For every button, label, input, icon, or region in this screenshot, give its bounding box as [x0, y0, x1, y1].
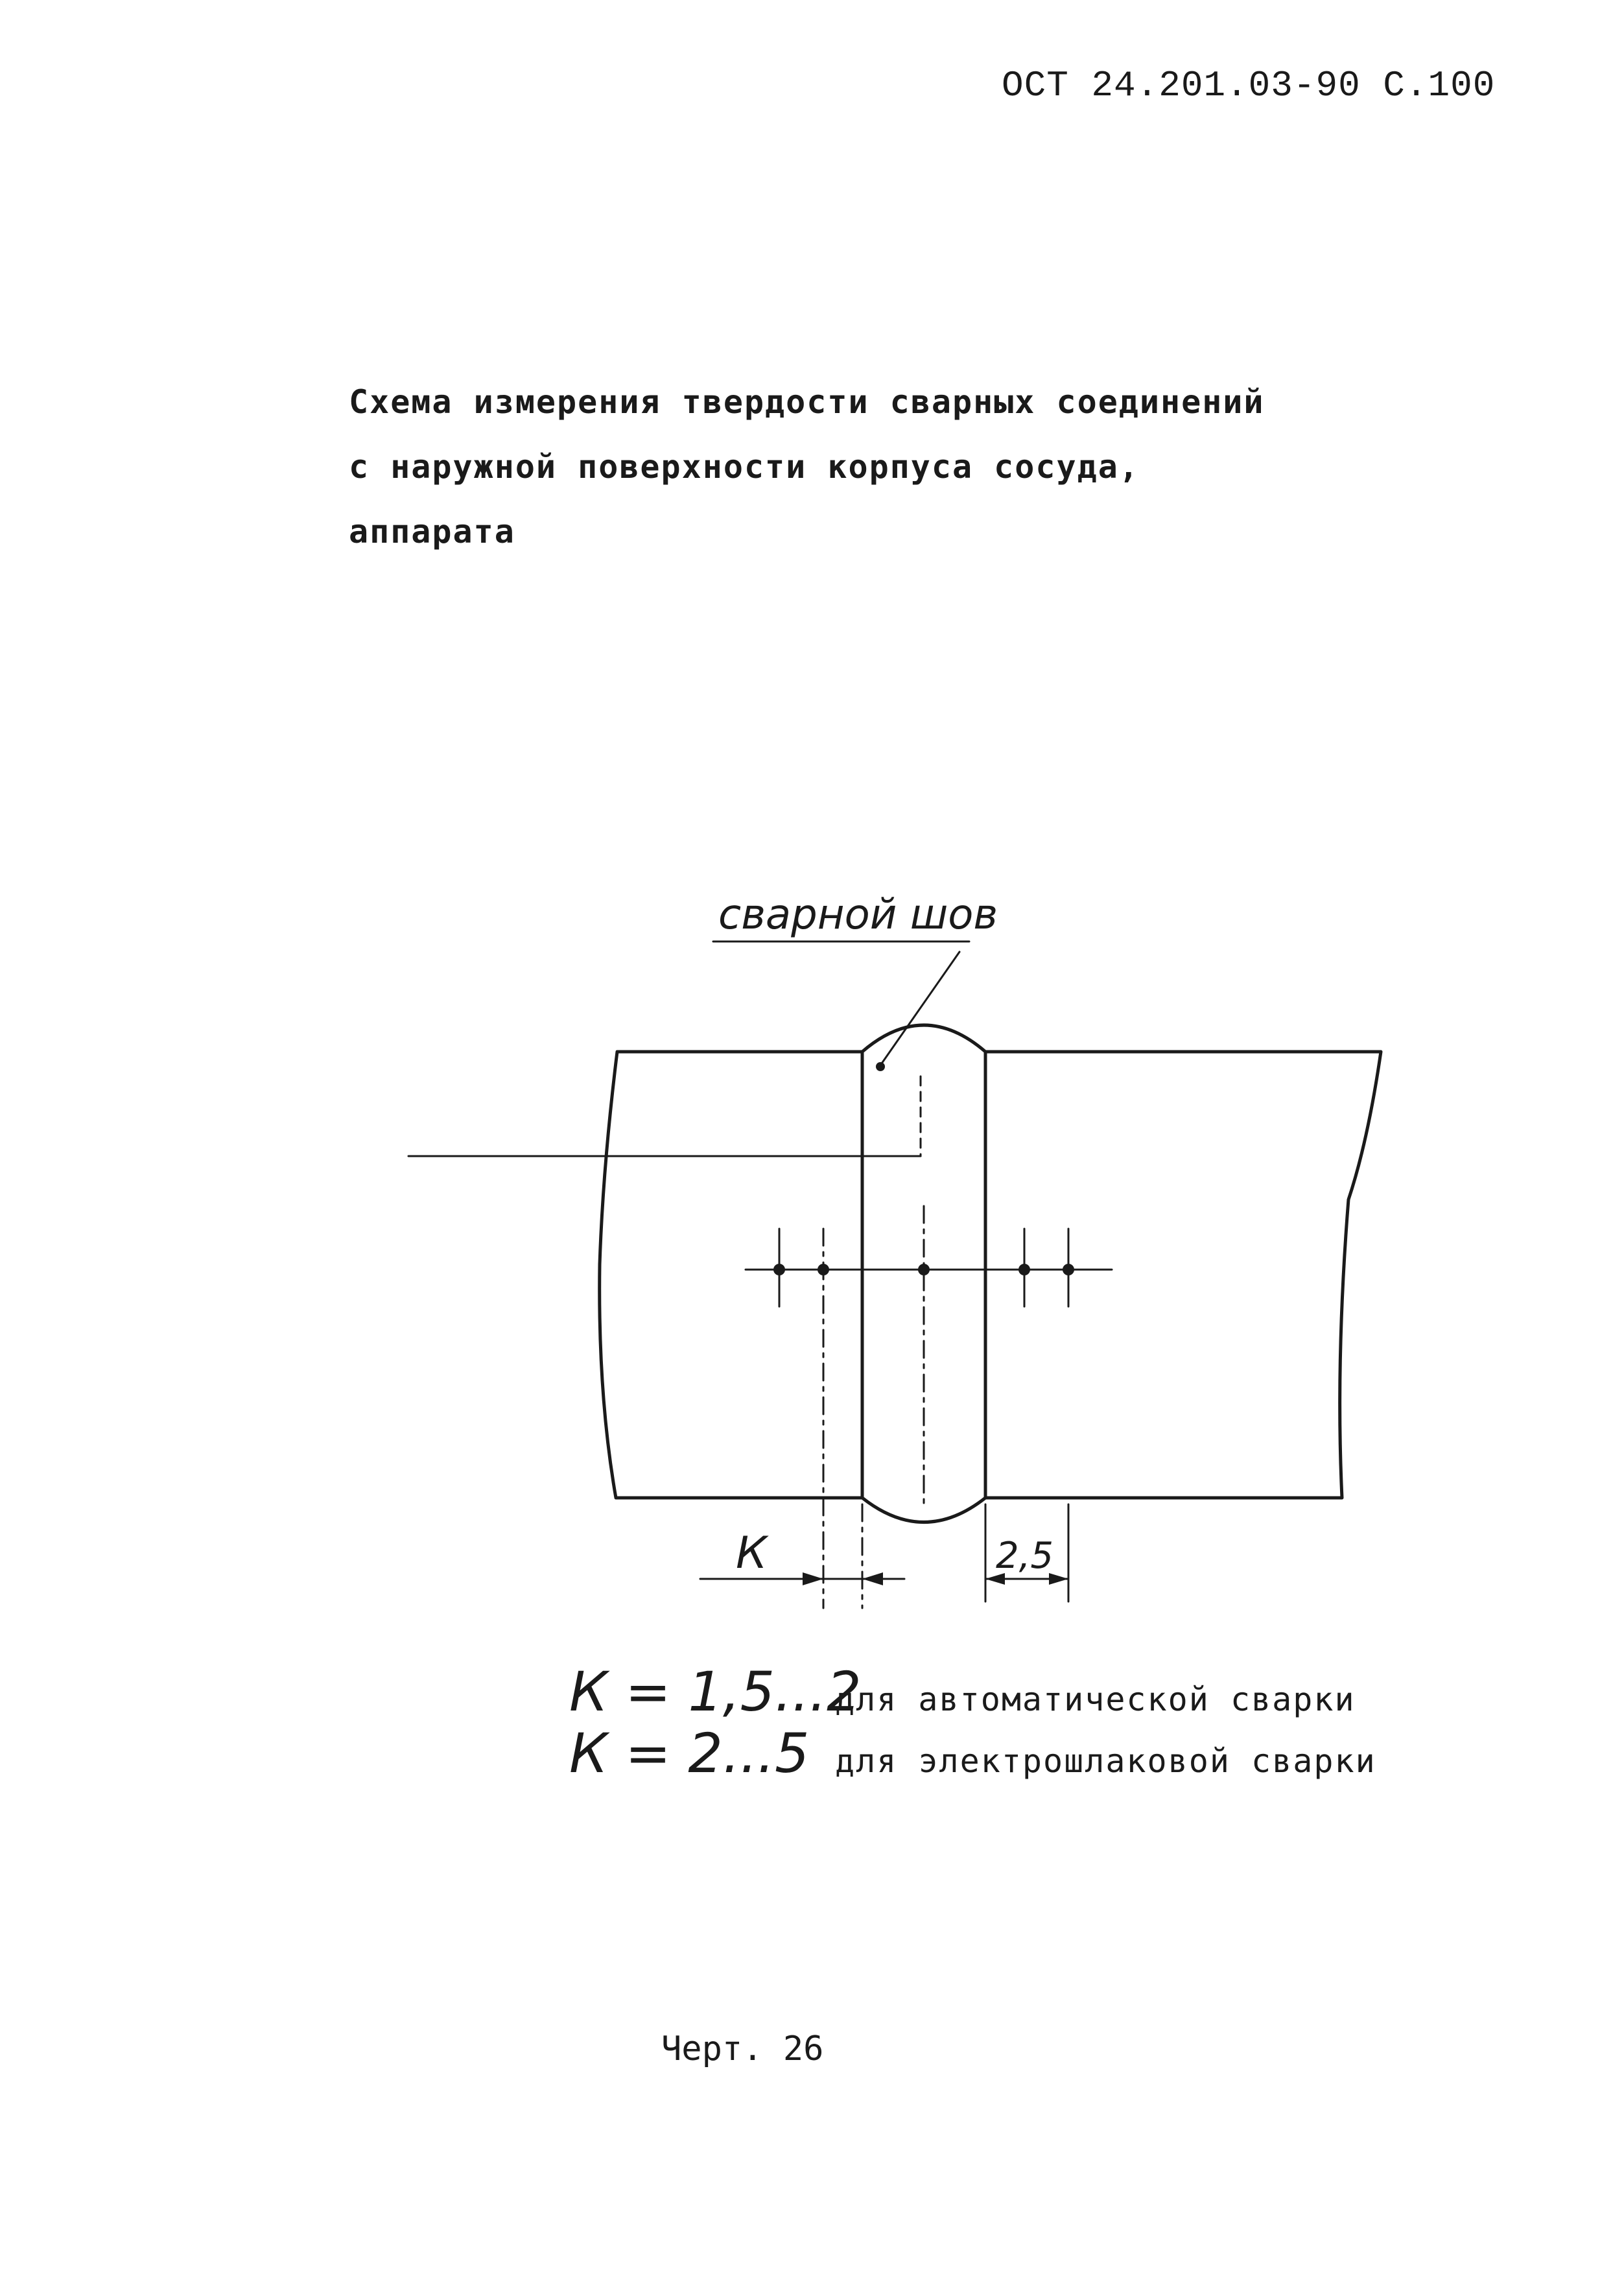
measurement-point — [1018, 1264, 1030, 1275]
title-line-3: аппарата — [349, 513, 515, 551]
weld-label: сварной шов — [718, 891, 998, 939]
weld-cap-top — [862, 1025, 985, 1052]
measurement-point — [773, 1264, 785, 1275]
weld-pointer-dot — [876, 1062, 885, 1071]
title-line-2: с наружной поверхности корпуса сосуда, — [349, 448, 1140, 486]
dim-k-arrow-2 — [862, 1572, 883, 1585]
note-text: для электрошлаковой сварки — [835, 1742, 1376, 1780]
weld-leader — [882, 952, 959, 1063]
right-plate — [985, 1052, 1381, 1498]
note-formula: К = 1,5...2 — [569, 1660, 862, 1723]
note-text: для автоматической сварки — [835, 1681, 1356, 1718]
title-line-1: Схема измерения твердости сварных соединений — [349, 383, 1265, 421]
dim-k-arrow — [803, 1572, 823, 1585]
note-automatic-welding — [569, 1660, 1356, 1723]
measurement-point — [818, 1264, 829, 1275]
dim-k-label: К — [736, 1528, 768, 1579]
figure-caption: Черт. 26 — [661, 2030, 824, 2068]
dim-25-label: 2,5 — [996, 1535, 1054, 1577]
measurement-point — [1063, 1264, 1074, 1275]
measurement-point — [918, 1264, 930, 1275]
note-electroslag-welding — [569, 1722, 1376, 1785]
note-formula: К = 2...5 — [569, 1722, 810, 1785]
document-code: ОСТ 24.201.03-90 С.100 — [1002, 65, 1496, 106]
